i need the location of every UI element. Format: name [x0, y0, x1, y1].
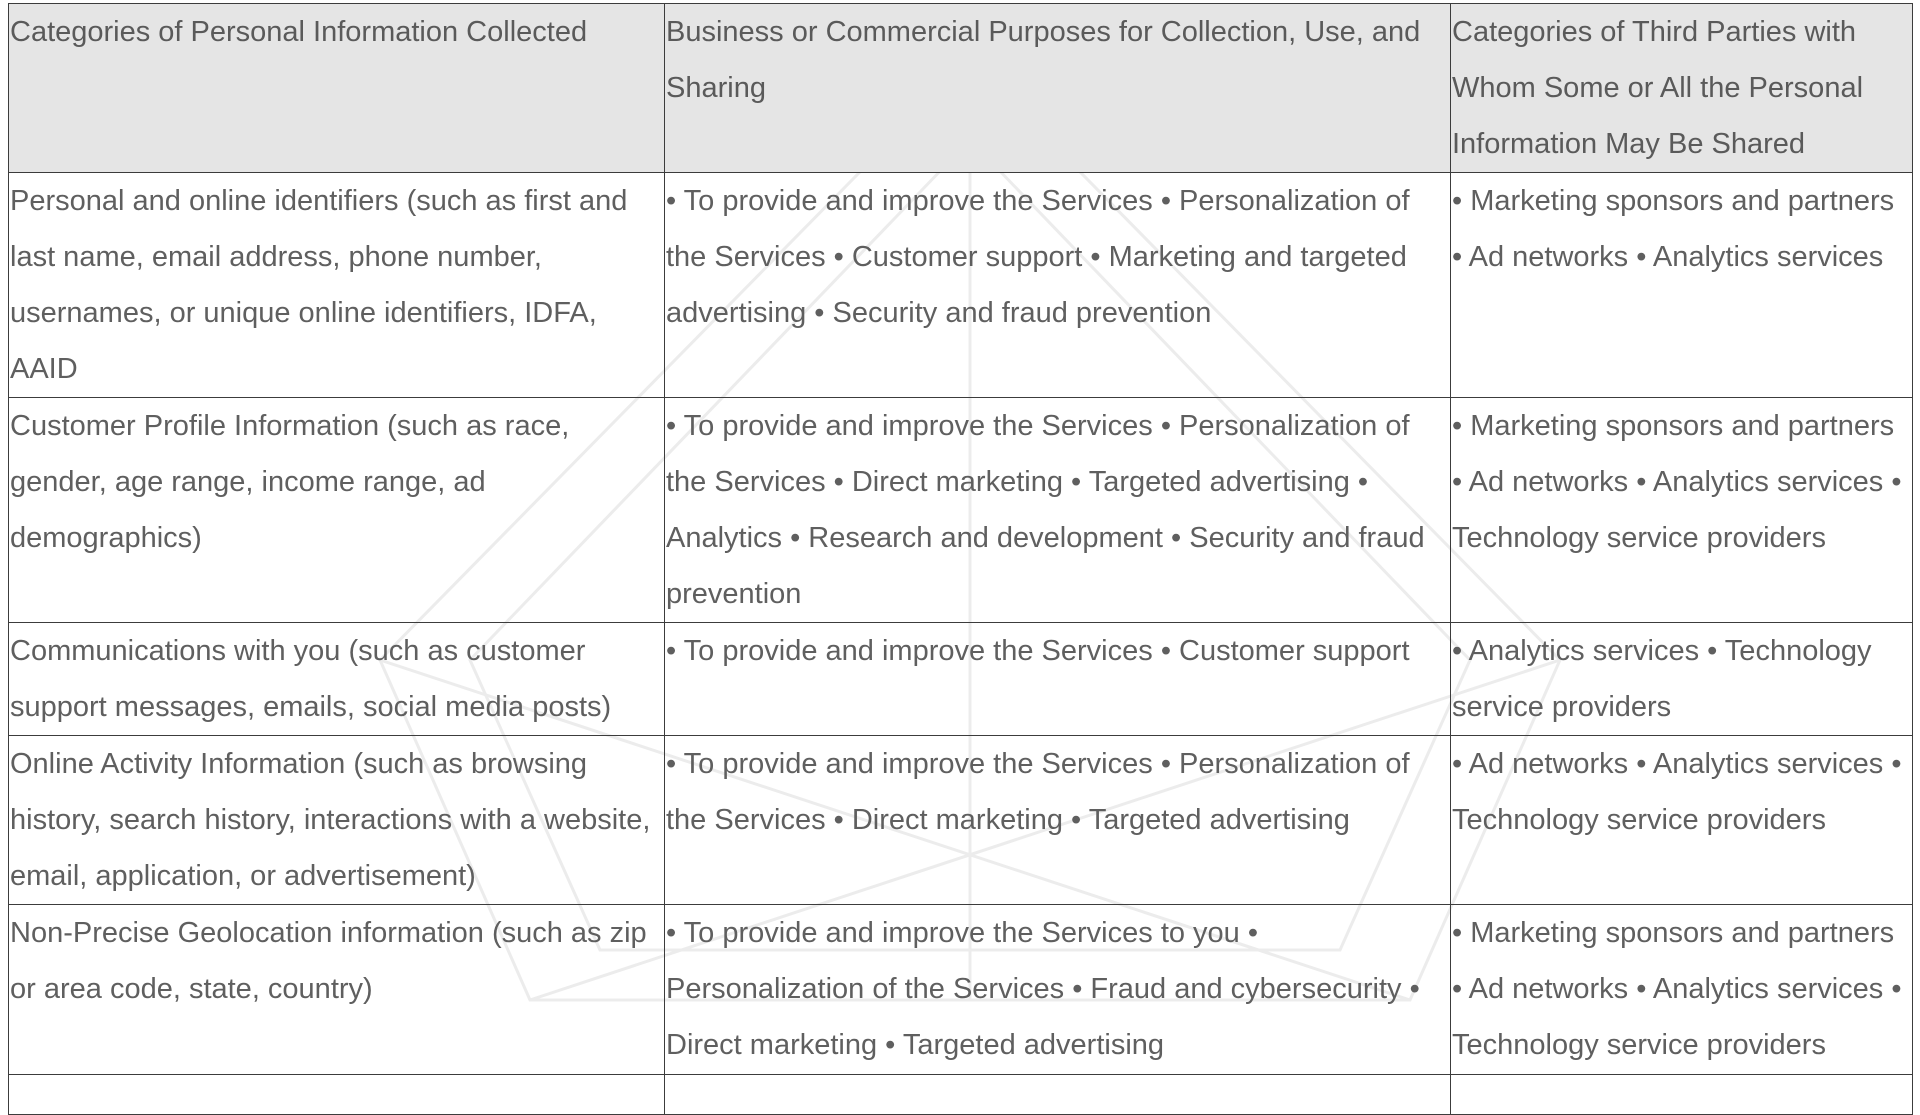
- category-cell: Non-Precise Geolocation information (such as zip or area code, state, country): [9, 905, 665, 1075]
- table-row: [9, 173, 1913, 398]
- table-header: [9, 4, 1913, 173]
- purposes-cell: • To provide and improve the Services • Personalization of the Services • Direct marketing • Targeted advertising: [665, 736, 1451, 905]
- third-parties-cell: • Marketing sponsors and partners • Ad networks • Analytics services • Technology service providers: [1451, 905, 1913, 1075]
- purposes-cell: • To provide and improve the Services • Customer support: [665, 623, 1451, 736]
- purposes-cell: • To provide and improve the Services to you • Personalization of the Services • Fraud and cybersecurity • Direct marketing • Targeted advertising: [665, 905, 1451, 1075]
- category-cell: Personal and online identifiers (such as first and last name, email address, phone number, usernames, or unique online identifiers, IDFA, AAID: [9, 173, 665, 398]
- personal-information-table: [8, 3, 1913, 1115]
- header-third-parties: Categories of Third Parties with Whom Some or All the Personal Information May Be Shared: [1451, 4, 1913, 173]
- category-cell: Communications with you (such as customer support messages, emails, social media posts): [9, 623, 665, 736]
- category-cell: Customer Profile Information (such as race, gender, age range, income range, ad demographics): [9, 398, 665, 623]
- category-cell: Online Activity Information (such as browsing history, search history, interactions with a website, email, application, or advertisement): [9, 736, 665, 905]
- table-row: [9, 398, 1913, 623]
- purposes-cell: • To provide and improve the Services • Personalization of the Services • Direct marketing • Targeted advertising • Analytics • Research and development • Security and fraud prevention: [665, 398, 1451, 623]
- third-parties-cell: • Analytics services • Technology service providers: [1451, 623, 1913, 736]
- header-row: [9, 4, 1913, 173]
- header-business-purposes: Business or Commercial Purposes for Collection, Use, and Sharing: [665, 4, 1451, 173]
- table-body: [9, 173, 1913, 1115]
- table-row: [9, 623, 1913, 736]
- third-parties-cell: • Marketing sponsors and partners • Ad networks • Analytics services • Technology service providers: [1451, 398, 1913, 623]
- purposes-cell: [665, 1075, 1451, 1115]
- table-row-partial: [9, 1075, 1913, 1115]
- third-parties-cell: • Marketing sponsors and partners • Ad networks • Analytics services: [1451, 173, 1913, 398]
- category-cell: [9, 1075, 665, 1115]
- third-parties-cell: [1451, 1075, 1913, 1115]
- header-categories-collected: Categories of Personal Information Collected: [9, 4, 665, 173]
- table-row: [9, 736, 1913, 905]
- purposes-cell: • To provide and improve the Services • Personalization of the Services • Customer support • Marketing and targeted advertising • Security and fraud prevention: [665, 173, 1451, 398]
- third-parties-cell: • Ad networks • Analytics services • Technology service providers: [1451, 736, 1913, 905]
- table-row: [9, 905, 1913, 1075]
